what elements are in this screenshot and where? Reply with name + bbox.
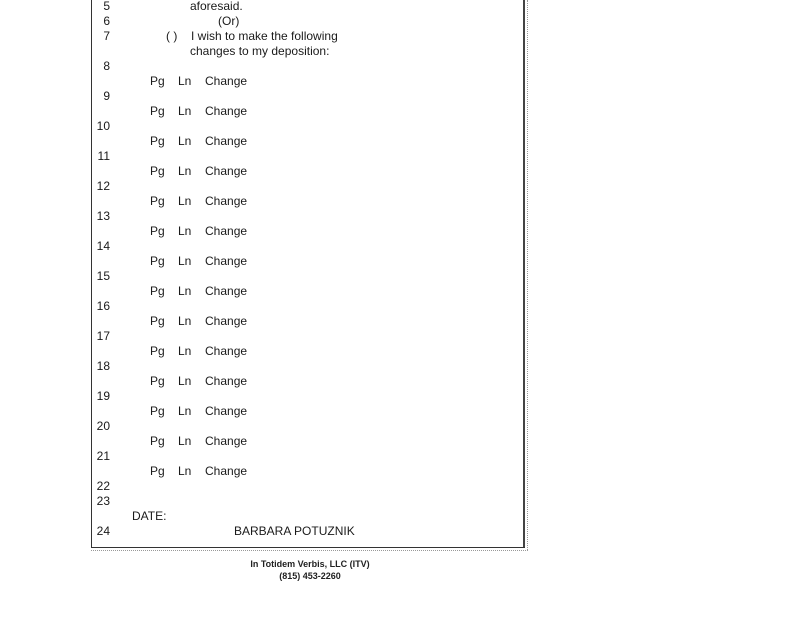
line-number: 16 (96, 299, 110, 313)
change-statement-line1: I wish to make the following (191, 29, 338, 43)
ln-label: Ln (178, 74, 192, 88)
change-label: Change (205, 254, 248, 268)
footer-phone: (815) 453-2260 (279, 571, 341, 581)
ln-label: Ln (178, 344, 192, 358)
change-label: Change (205, 284, 248, 298)
line-number: 6 (103, 14, 110, 28)
pg-label: Pg (150, 284, 165, 298)
change-label: Change (205, 194, 248, 208)
pg-label: Pg (150, 314, 165, 328)
line-number: 23 (96, 494, 110, 508)
ln-label: Ln (178, 194, 192, 208)
pg-label: Pg (150, 164, 165, 178)
ln-label: Ln (178, 224, 192, 238)
line-number: 9 (103, 89, 110, 103)
ln-label: Ln (178, 164, 192, 178)
ln-label: Ln (178, 314, 192, 328)
line-number: 19 (96, 389, 110, 403)
page-border-right-shadow (527, 0, 528, 550)
ln-label: Ln (178, 374, 192, 388)
pg-label: Pg (150, 224, 165, 238)
ln-label: Ln (178, 404, 192, 418)
page-border-right (523, 0, 525, 548)
line-number: 13 (96, 209, 110, 223)
page-border-bottom-shadow (91, 550, 528, 551)
line-number: 11 (97, 149, 110, 163)
change-label: Change (205, 464, 248, 478)
change-label: Change (205, 434, 248, 448)
change-label: Change (205, 404, 248, 418)
pg-label: Pg (150, 434, 165, 448)
pg-label: Pg (150, 404, 165, 418)
change-statement-line2: changes to my deposition: (190, 44, 330, 58)
or-text: (Or) (218, 14, 240, 28)
pg-label: Pg (150, 194, 165, 208)
line-number: 20 (96, 419, 110, 433)
line-number: 14 (96, 239, 110, 253)
line-number: 7 (103, 29, 110, 43)
change-label: Change (205, 164, 248, 178)
ln-label: Ln (178, 284, 192, 298)
ln-label: Ln (178, 134, 192, 148)
ln-label: Ln (178, 104, 192, 118)
ln-label: Ln (178, 254, 192, 268)
change-label: Change (205, 134, 248, 148)
change-label: Change (205, 314, 248, 328)
ln-label: Ln (178, 434, 192, 448)
change-label: Change (205, 74, 248, 88)
footer-company: In Totidem Verbis, LLC (ITV) (250, 559, 370, 569)
line-number: 12 (96, 179, 110, 193)
line-number: 18 (96, 359, 110, 373)
line-number: 21 (96, 449, 110, 463)
pg-label: Pg (150, 104, 165, 118)
change-label: Change (205, 344, 248, 358)
page-border-bottom (91, 547, 525, 548)
line-number: 22 (96, 479, 110, 493)
line-number: 17 (96, 329, 110, 343)
pg-label: Pg (150, 254, 165, 268)
pg-label: Pg (150, 464, 165, 478)
change-label: Change (205, 374, 248, 388)
change-label: Change (205, 224, 248, 238)
pg-label: Pg (150, 374, 165, 388)
line-number: 10 (96, 119, 110, 133)
date-label: DATE: (132, 509, 167, 523)
checkbox-parentheses: ( ) (166, 29, 178, 43)
line-number: 24 (96, 524, 110, 538)
pg-label: Pg (150, 134, 165, 148)
pg-label: Pg (150, 74, 165, 88)
ln-label: Ln (178, 464, 192, 478)
change-label: Change (205, 104, 248, 118)
deponent-name: BARBARA POTUZNIK (234, 524, 355, 538)
pg-label: Pg (150, 344, 165, 358)
line-number: 8 (103, 59, 110, 73)
aforesaid-text: aforesaid. (190, 0, 243, 13)
line-number: 15 (96, 269, 110, 283)
line-number: 5 (103, 0, 110, 13)
